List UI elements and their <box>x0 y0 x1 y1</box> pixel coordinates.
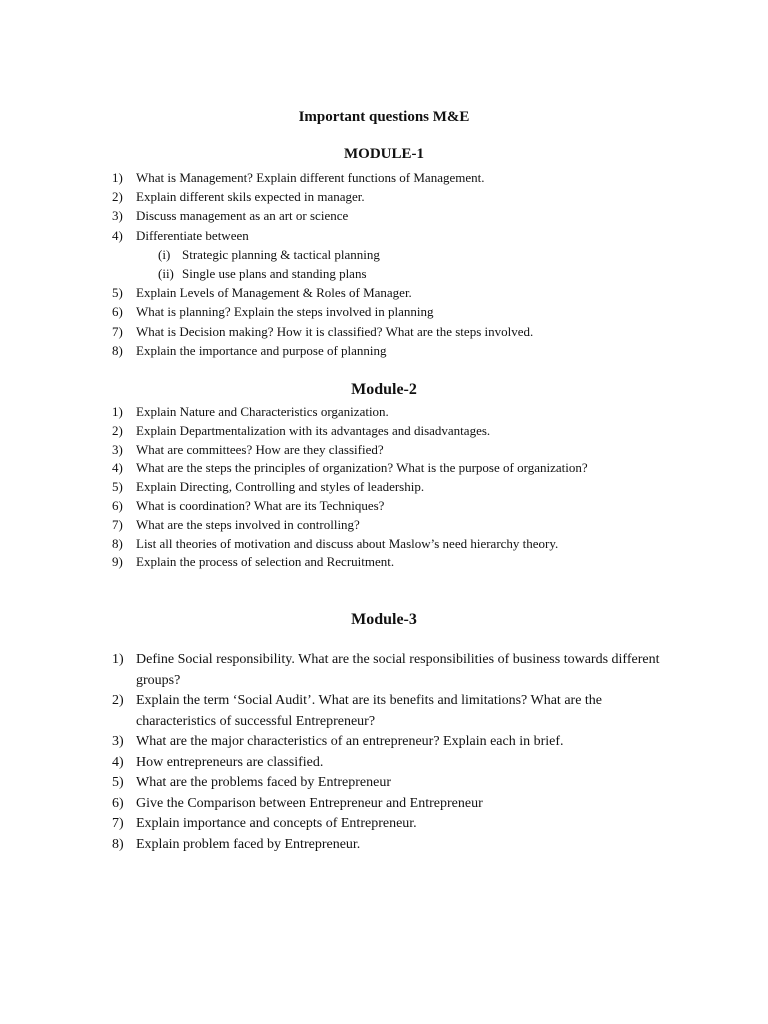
question-number: 4) <box>112 227 123 243</box>
question-number: 1) <box>112 404 123 419</box>
document-title: Important questions M&E <box>298 109 470 125</box>
question-text: Give the Comparison between Entrepreneur and Entrepreneur <box>136 795 483 811</box>
question-text: Explain Directing, Controlling and styles of leadership. <box>136 479 425 495</box>
question-text: Explain the process of selection and Recruitment. <box>136 554 395 570</box>
question-item <box>112 322 672 341</box>
question-number: 8) <box>112 836 124 852</box>
question-number: 6) <box>112 497 123 513</box>
question-item <box>112 794 672 815</box>
question-item <box>112 753 672 774</box>
question-number: 7) <box>112 323 123 339</box>
module-2-heading: Module-2 <box>351 381 417 398</box>
question-text: What is coordination? What are its Techniques? <box>136 497 385 513</box>
question-text: What is planning? Explain the steps involved in planning <box>136 304 434 320</box>
question-text: What are the problems faced by Entrepreneur <box>136 775 391 790</box>
question-number: 6) <box>112 795 124 811</box>
question-number: 5) <box>112 775 124 790</box>
question-text: Differentiate between <box>136 227 249 243</box>
question-text: Explain the term ‘Social Audit’. What are its benefits and limitations? What are the characteristics of successful Entrepreneur? <box>136 693 603 729</box>
module-1-question-list <box>112 168 672 360</box>
question-text: How entrepreneurs are classified. <box>136 754 324 770</box>
question-item <box>112 497 672 516</box>
sub-question-item <box>158 245 672 264</box>
question-item <box>112 478 672 497</box>
question-number: 5) <box>112 285 123 301</box>
sub-question-number: (i) <box>158 246 171 262</box>
question-text: Explain the importance and purpose of planning <box>136 342 387 358</box>
question-item <box>112 206 672 225</box>
question-item <box>112 226 672 284</box>
question-number: 8) <box>112 342 123 358</box>
question-text: List all theories of motivation and discuss about Maslow’s need hierarchy theory. <box>136 535 559 551</box>
question-item <box>112 773 672 794</box>
question-item <box>112 341 672 360</box>
question-number: 3) <box>112 734 124 749</box>
question-text: Explain problem faced by Entrepreneur. <box>136 836 361 852</box>
question-item <box>112 516 672 535</box>
question-item <box>112 459 672 478</box>
question-number: 4) <box>112 754 124 770</box>
module-3-question-list <box>112 650 672 855</box>
question-item <box>112 535 672 554</box>
question-item <box>112 168 672 187</box>
question-item <box>112 302 672 321</box>
question-item <box>112 553 672 572</box>
question-number: 2) <box>112 693 124 708</box>
question-text: Explain Nature and Characteristics organization. <box>136 404 389 419</box>
question-number: 2) <box>112 189 123 205</box>
sub-question-number: (ii) <box>158 266 174 282</box>
question-item <box>112 187 672 206</box>
sub-question-list <box>136 245 672 283</box>
question-number: 1) <box>112 652 124 667</box>
question-text: What are the steps involved in controlling? <box>136 516 360 532</box>
question-number: 9) <box>112 554 123 570</box>
question-item <box>112 814 672 835</box>
question-text: What is Decision making? How it is classified? What are the steps involved. <box>136 323 534 339</box>
question-number: 2) <box>112 422 123 438</box>
question-text: Discuss management as an art or science <box>136 208 349 224</box>
question-item <box>112 835 672 856</box>
sub-question-item <box>158 264 672 283</box>
question-item <box>112 691 672 732</box>
module-1-heading: MODULE-1 <box>344 146 424 162</box>
question-text: What are the steps the principles of organization? What is the purpose of organization? <box>136 460 588 476</box>
question-text: What are the major characteristics of an entrepreneur? Explain each in brief. <box>136 734 564 749</box>
question-number: 6) <box>112 304 123 320</box>
question-item <box>112 422 672 441</box>
sub-question-text: Single use plans and standing plans <box>182 266 367 282</box>
question-text: Explain Levels of Management & Roles of Manager. <box>136 285 412 301</box>
question-text: Explain importance and concepts of Entrepreneur. <box>136 816 417 831</box>
question-number: 5) <box>112 479 123 495</box>
question-number: 3) <box>112 208 123 224</box>
module-2-question-list <box>112 403 672 572</box>
question-number: 7) <box>112 816 124 831</box>
question-number: 7) <box>112 516 123 532</box>
question-item <box>112 283 672 302</box>
question-number: 4) <box>112 460 123 476</box>
question-number: 1) <box>112 170 123 185</box>
module-3-heading: Module-3 <box>351 611 417 628</box>
sub-question-text: Strategic planning & tactical planning <box>182 246 380 262</box>
question-number: 3) <box>112 441 123 457</box>
question-text: Define Social responsibility. What are the social responsibilities of business towards different groups? <box>136 652 660 688</box>
question-item <box>112 650 672 691</box>
question-text: What are committees? How are they classified? <box>136 441 384 457</box>
question-item <box>112 403 672 422</box>
question-text: What is Management? Explain different functions of Management. <box>136 170 485 185</box>
question-item <box>112 441 672 460</box>
question-item <box>112 732 672 753</box>
question-text: Explain different skils expected in manager. <box>136 189 365 205</box>
question-text: Explain Departmentalization with its advantages and disadvantages. <box>136 422 491 438</box>
question-number: 8) <box>112 535 123 551</box>
